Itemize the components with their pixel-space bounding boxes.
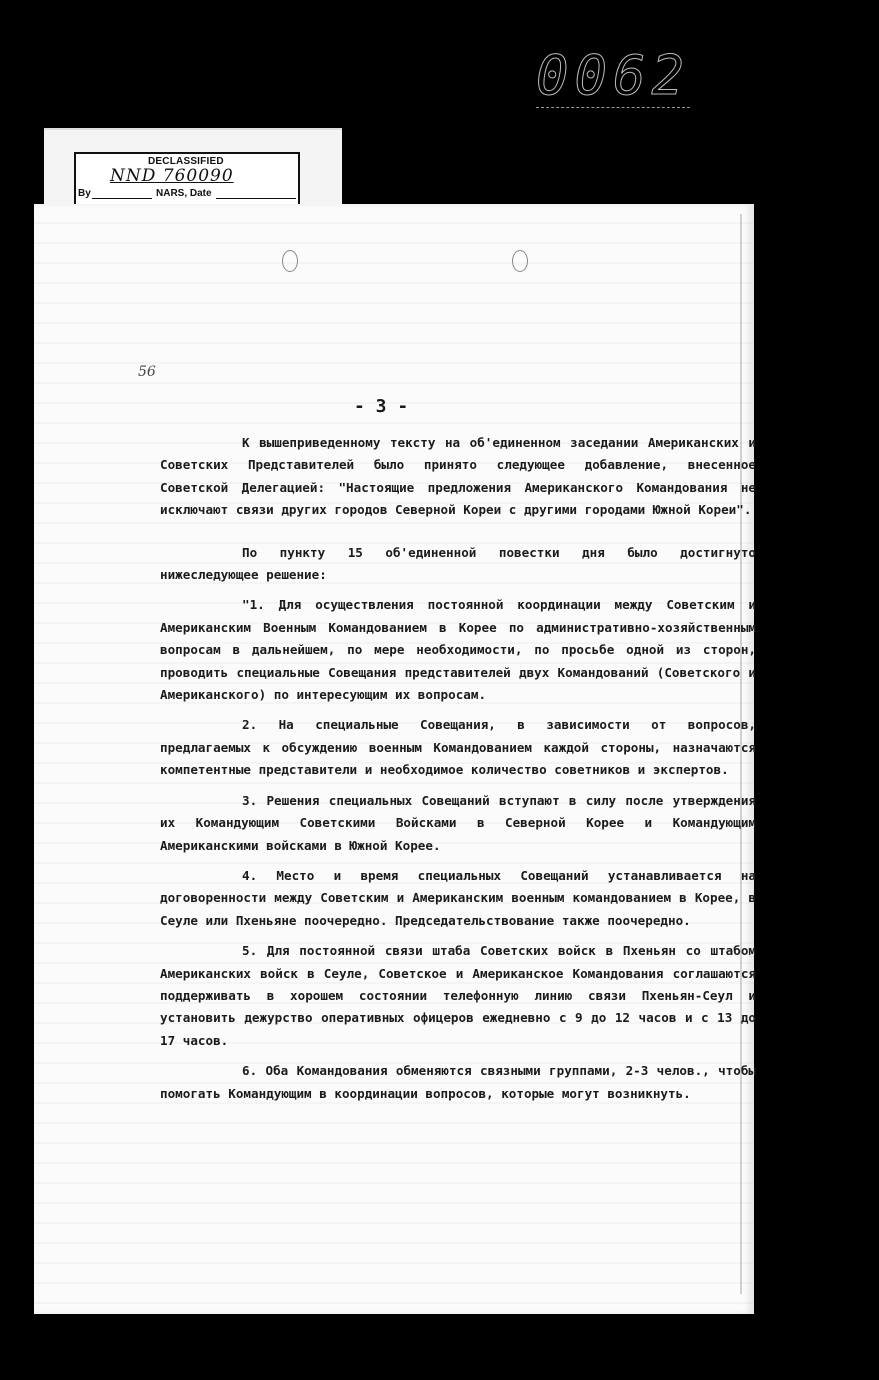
- paragraph-point-5: 5. Для постоянной связи штаба Советских войск в Пхеньян со штабом Американских войск в Сеуле, Советское и Американское Командования соглашаются поддерживать в хорошем состоянии телефонную линию связи Пхеньян-Сеул и установить дежурство оперативных офицеров ежедневно с 9 до 12 часов и с 13 до 17 часов.: [160, 943, 756, 1048]
- paragraph-item-15: По пункту 15 об'единенной повестки дня было достигнуто нижеследующее решение:: [160, 544, 756, 583]
- declassified-by-label: By: [78, 188, 91, 199]
- declassification-stamp: [74, 152, 300, 208]
- paragraph-addition: К вышеприведенному тексту на об'единенном заседании Американских и Советских Представителей было принято следующее добавление, внесенное Советской Делегацией: "Настоящие предложения Американского Командования не исключают связи других городов Северной Кореи с другими городами Южной Кореи".: [160, 435, 756, 518]
- document-body: [160, 432, 756, 1113]
- archive-page-stamp: [536, 44, 696, 107]
- declassification-authority: NND 760090: [110, 166, 234, 186]
- punch-hole-right: [512, 250, 528, 272]
- paragraph-point-6: 6. Оба Командования обменяются связными группами, 2-3 челов., чтобы помогать Командующим в координации вопросов, которые могут возникнуть.: [160, 1063, 756, 1101]
- archive-page-number: 0062: [536, 44, 691, 107]
- paragraph-point-4: 4. Место и время специальных Совещаний устанавливается на договоренности между Советским и Американским военным командованием в Корее, в Сеуле или Пхеньяне поочередно. Председательствование также поочередно.: [160, 867, 756, 928]
- punch-hole-left: [282, 250, 298, 272]
- paragraph-point-2: 2. На специальные Совещания, в зависимости от вопросов, предлагаемых к обсуждению военным Командованием каждой стороны, назначаются компетентные представители и необходимое количество советников и экспертов.: [160, 717, 756, 778]
- nars-date-line: [216, 198, 296, 199]
- paragraph-point-3: 3. Решения специальных Совещаний вступают в силу после утверждения их Командующим Советскими Войсками в Северной Корее и Командующим Американскими войсками в Южной Корее.: [160, 792, 756, 853]
- declassified-label: DECLASSIFIED: [148, 156, 224, 167]
- handwritten-margin-mark: 56: [138, 364, 156, 380]
- nars-date-label: NARS, Date: [156, 188, 212, 199]
- paragraph-point-1: "1. Для осуществления постоянной координации между Советским и Американским Военным Командованием в Корее по административно-хозяйственным вопросам в дальнейшем, по мере необходимости, по просьбе одной из сторон, проводить специальные Совещания представителей двух Командований (Советского и Американского) по интересующим их вопросам.: [160, 597, 756, 703]
- page-number: - 3 -: [354, 396, 409, 417]
- declassification-slip: [44, 128, 342, 212]
- declassified-by-line: [92, 198, 152, 199]
